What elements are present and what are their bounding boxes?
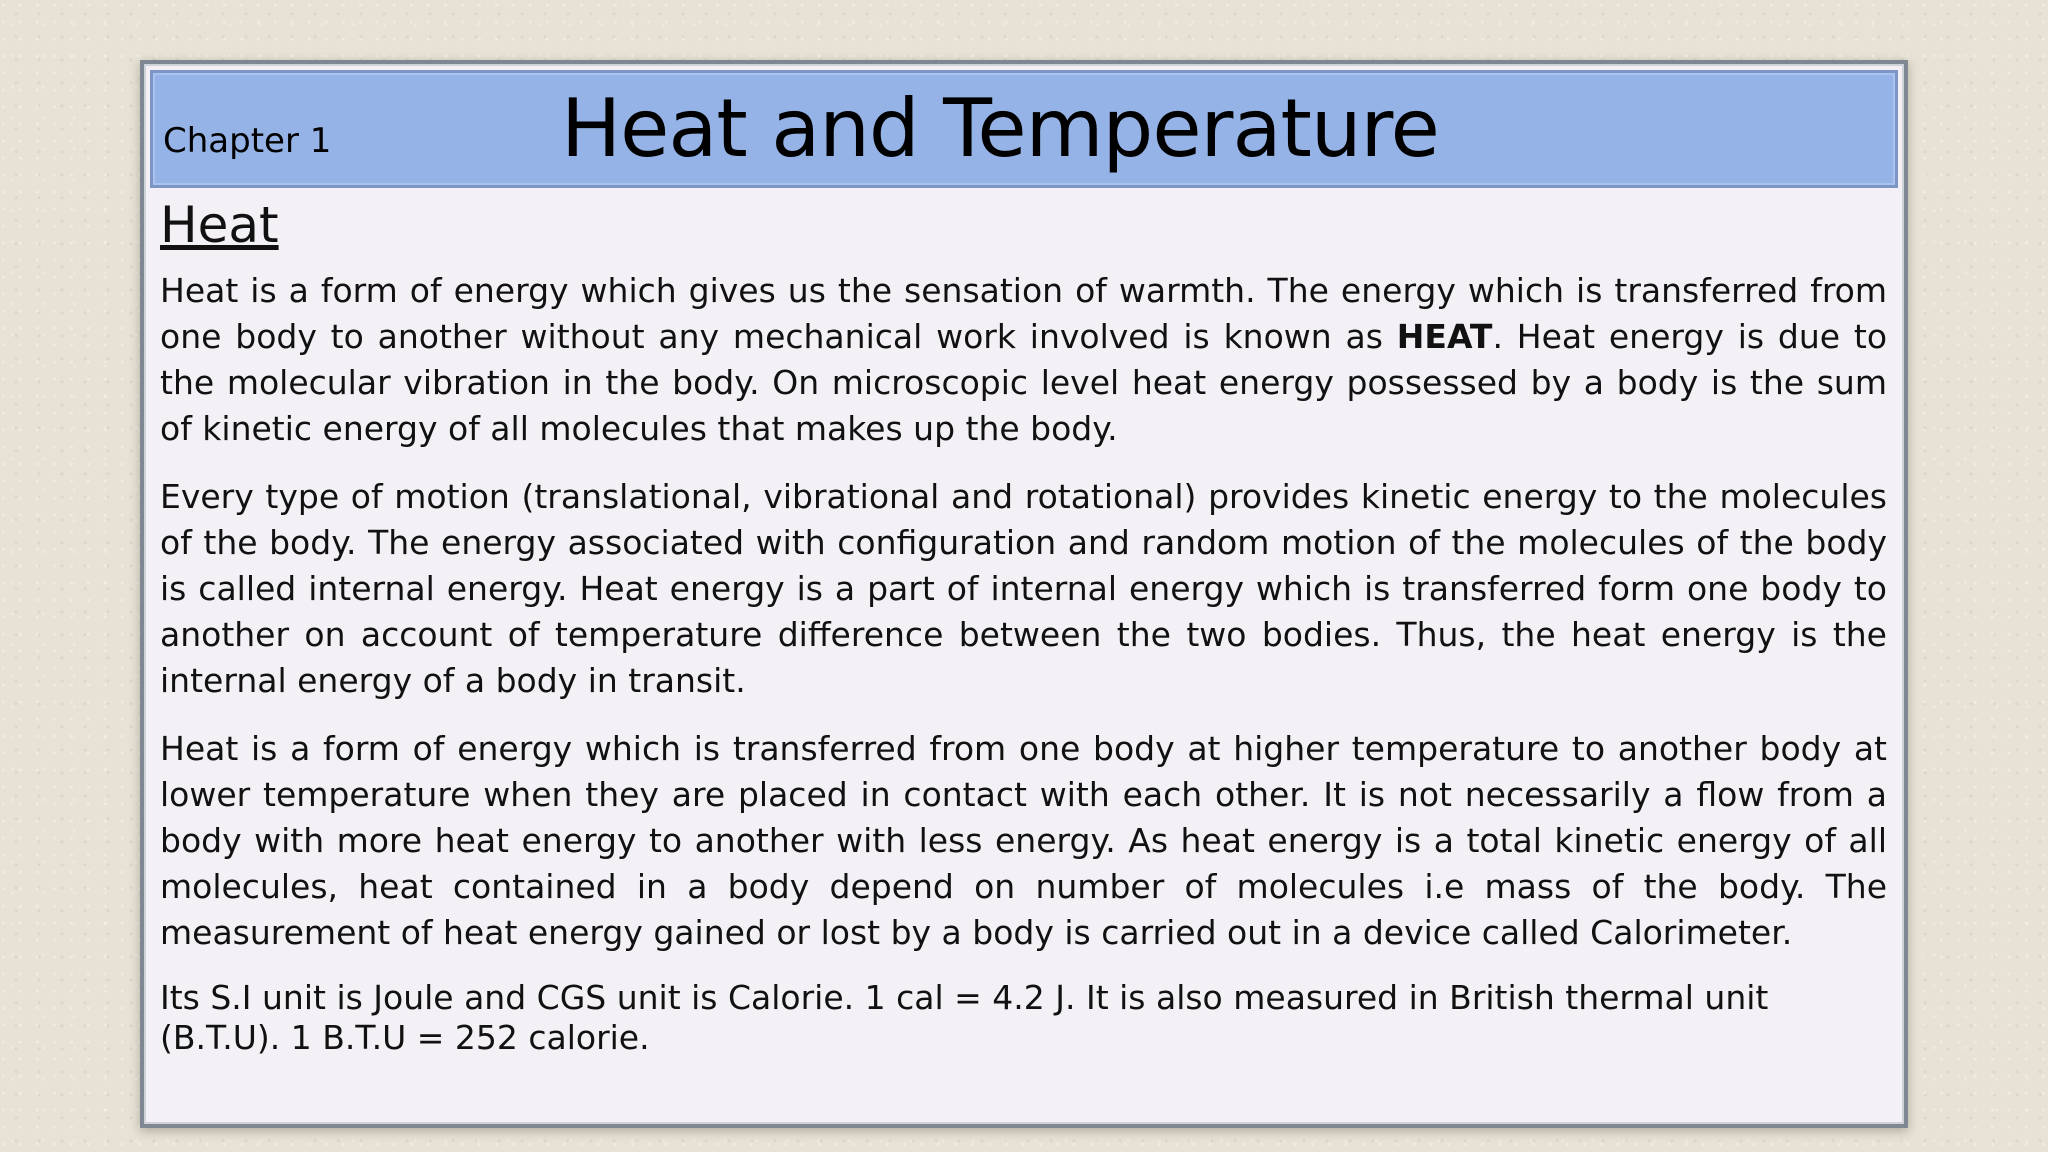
heat-bold-term: HEAT xyxy=(1396,317,1493,356)
paragraph-4: Its S.I unit is Joule and CGS unit is Calorie. 1 cal = 4.2 J. It is also measured in British thermal unit (B.T.U). 1 B.T.U = 252 calorie. xyxy=(160,978,1769,1057)
title-bar xyxy=(150,70,1898,188)
chapter-label: Chapter 1 xyxy=(163,121,332,161)
section-heading: Heat xyxy=(160,196,279,254)
slide-title: Heat and Temperature xyxy=(561,82,1439,175)
paragraph-1-text-a: Heat is a form of energy which gives us the sensation of warmth. The energy which is transferred from one body to another without any mechanical work involved is known as xyxy=(160,271,1887,356)
paragraph-1-text-b: . Heat energy is due to the molecular vibration in the body. On microscopic level heat energy possessed by a body is the sum of kinetic energy of all molecules that makes up the body. xyxy=(160,317,1888,448)
slide xyxy=(140,60,1908,1128)
paragraph-3: Heat is a form of energy which is transferred from one body at higher temperature to another body at lower temperature when they are placed in contact with each other. It is not necessarily a flow from a body with more heat energy to another with less energy. As heat energy is a total kinetic energy of all molecules, heat contained in a body depend on number of molecules i.e mass of the body. The measurement of heat energy gained or lost by a body is carried out in a device called Calorimeter. xyxy=(160,729,1887,952)
slide-content xyxy=(160,194,1887,1058)
paragraph-2: Every type of motion (translational, vibrational and rotational) provides kinetic energy to the molecules of the body. The energy associated with configuration and random motion of the molecules of the body is called internal energy. Heat energy is a part of internal energy which is transferred form one body to another on account of temperature difference between the two bodies. Thus, the heat energy is the internal energy of a body in transit. xyxy=(160,477,1887,700)
paragraph-1 xyxy=(160,268,1887,452)
